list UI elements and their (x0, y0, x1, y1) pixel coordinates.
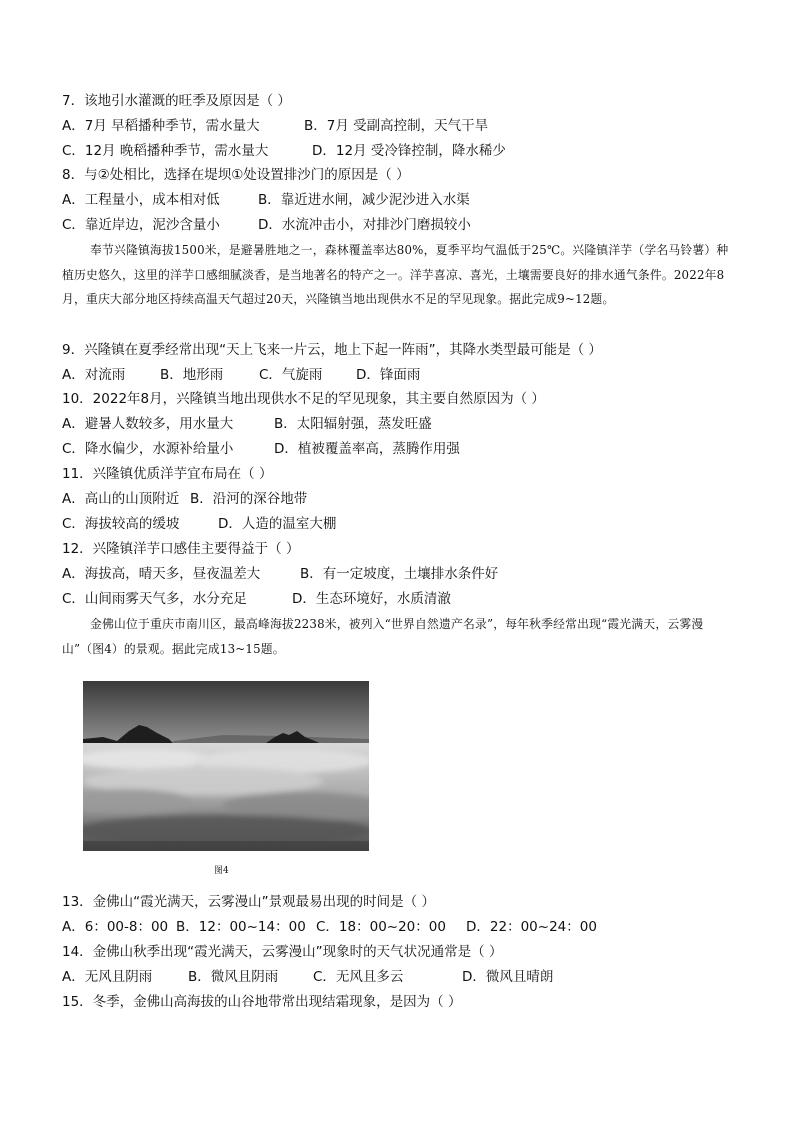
question-7-option-d: D．12月 受冷锋控制，降水稀少 (312, 143, 506, 159)
reading-passage-xinglong (62, 238, 732, 312)
question-11-options-row-1 (62, 489, 307, 509)
question-7-option-c: C．12月 晚稻播种季节，需水量大 (62, 143, 269, 159)
question-8-option-a: A．工程量小，成本相对低 (62, 192, 220, 208)
question-10-stem: 10．2022年8月，兴隆镇当地出现供水不足的罕见现象，其主要自然原因为（ ） (62, 391, 545, 407)
question-7-option-b: B．7月 受副高控制，天气干旱 (304, 118, 489, 134)
reading-passage-jinfoshan (62, 612, 732, 661)
question-13-option-d: D．22：00~24：00 (466, 919, 597, 935)
question-15-stem: 15．冬季，金佛山高海拔的山谷地带常出现结霜现象，是因为（ ） (62, 994, 462, 1010)
question-14-option-c: C．无风且多云 (313, 969, 404, 985)
question-12-option-c: C．山间雨雾天气多，水分充足 (62, 591, 247, 607)
question-11-stem: 11．兴隆镇优质洋芋宜布局在（ ） (62, 466, 273, 482)
question-7-options-row-1 (62, 116, 488, 136)
question-13-option-b: B．12：00~14：00 (176, 919, 306, 935)
question-12-options-row-1 (62, 564, 498, 584)
question-9-option-d: D．锋面雨 (356, 367, 421, 383)
question-11-option-c: C．海拔较高的缓坡 (62, 516, 180, 532)
question-13-option-a: A．6：00-8：00 (62, 919, 169, 935)
question-11-option-d: D．人造的温室大棚 (218, 516, 337, 532)
question-8-option-d: D．水流冲击小，对排沙门磨损较小 (258, 217, 471, 233)
passage-2-text: 金佛山位于重庆市南川区，最高峰海拔2238米，被列入“世界自然遗产名录”，每年秋季经常出现“霞光满天，云雾漫山”（图4）的景观。据此完成13~15题。 (62, 617, 704, 656)
question-13-stem: 13．金佛山“霞光满天，云雾漫山”景观最易出现的时间是（ ） (62, 894, 435, 910)
question-8-stem: 8．与②处相比，选择在堤坝①处设置排沙门的原因是（ ） (62, 167, 410, 183)
question-12-option-d: D．生态环境好，水质清澈 (292, 591, 451, 607)
question-14-options (62, 967, 553, 987)
question-11-option-a: A．高山的山顶附近 (62, 491, 180, 507)
cloud-sea-mountain-image (83, 681, 369, 851)
passage-1-text: 奉节兴隆镇海拔1500米，是避暑胜地之一，森林覆盖率达80%，夏季平均气温低于25℃。兴隆镇洋芋（学名马铃薯）种植历史悠久，这里的洋芋口感细腻淡香，是当地著名的特产之一。洋芋喜凉、喜光，土壤需要良好的排水通气条件。2022年8月，重庆大部分地区持续高温天气超过20天，兴隆镇当地出现供水不足的罕见现象。据此完成9~12题。 (62, 243, 729, 306)
question-10-options-row-2 (62, 439, 460, 459)
question-9-option-b: B．地形雨 (160, 367, 224, 383)
question-13-option-c: C．18：00~20：00 (316, 919, 446, 935)
question-11-options-row-2 (62, 514, 336, 534)
question-10-option-b: B．太阳辐射强，蒸发旺盛 (274, 416, 432, 432)
question-10-option-d: D．植被覆盖率高，蒸腾作用强 (274, 441, 460, 457)
question-8-option-c: C．靠近岸边，泥沙含量小 (62, 217, 220, 233)
question-14-option-a: A．无风且阴雨 (62, 969, 153, 985)
question-7-stem: 7．该地引水灌溉的旺季及原因是（ ） (62, 93, 291, 109)
question-14-option-d: D．微风且晴朗 (462, 969, 554, 985)
question-7-options-row-2 (62, 141, 506, 161)
question-8-option-b: B．靠近进水闸，减少泥沙进入水渠 (258, 192, 470, 208)
question-9-option-a: A．对流雨 (62, 367, 126, 383)
question-12-options-row-2 (62, 589, 451, 609)
question-9-options (62, 365, 420, 385)
question-12-stem: 12．兴隆镇洋芋口感佳主要得益于（ ） (62, 541, 300, 557)
question-9-option-c: C．气旋雨 (259, 367, 323, 383)
question-9-stem: 9．兴隆镇在夏季经常出现“天上飞来一片云，地上下起一阵雨”，其降水类型最可能是（ ） (62, 342, 602, 358)
question-12-option-b: B．有一定坡度，土壤排水条件好 (300, 566, 499, 582)
figure-4-photo (83, 681, 369, 851)
question-8-options-row-2 (62, 215, 471, 235)
question-12-option-a: A．海拔高，晴天多，昼夜温差大 (62, 566, 261, 582)
question-8-options-row-1 (62, 190, 470, 210)
question-14-stem: 14．金佛山秋季出现“霞光满天，云雾漫山”现象时的天气状况通常是（ ） (62, 944, 503, 960)
question-10-option-a: A．避暑人数较多，用水量大 (62, 416, 234, 432)
question-10-options-row-1 (62, 414, 432, 434)
question-7-option-a: A．7月 早稻播种季节，需水量大 (62, 118, 260, 134)
figure-4-caption: 图4 (214, 866, 229, 876)
question-14-option-b: B．微风且阴雨 (188, 969, 279, 985)
question-13-options (62, 917, 597, 937)
question-10-option-c: C．降水偏少，水源补给量小 (62, 441, 234, 457)
question-11-option-b: B．沿河的深谷地带 (190, 491, 308, 507)
